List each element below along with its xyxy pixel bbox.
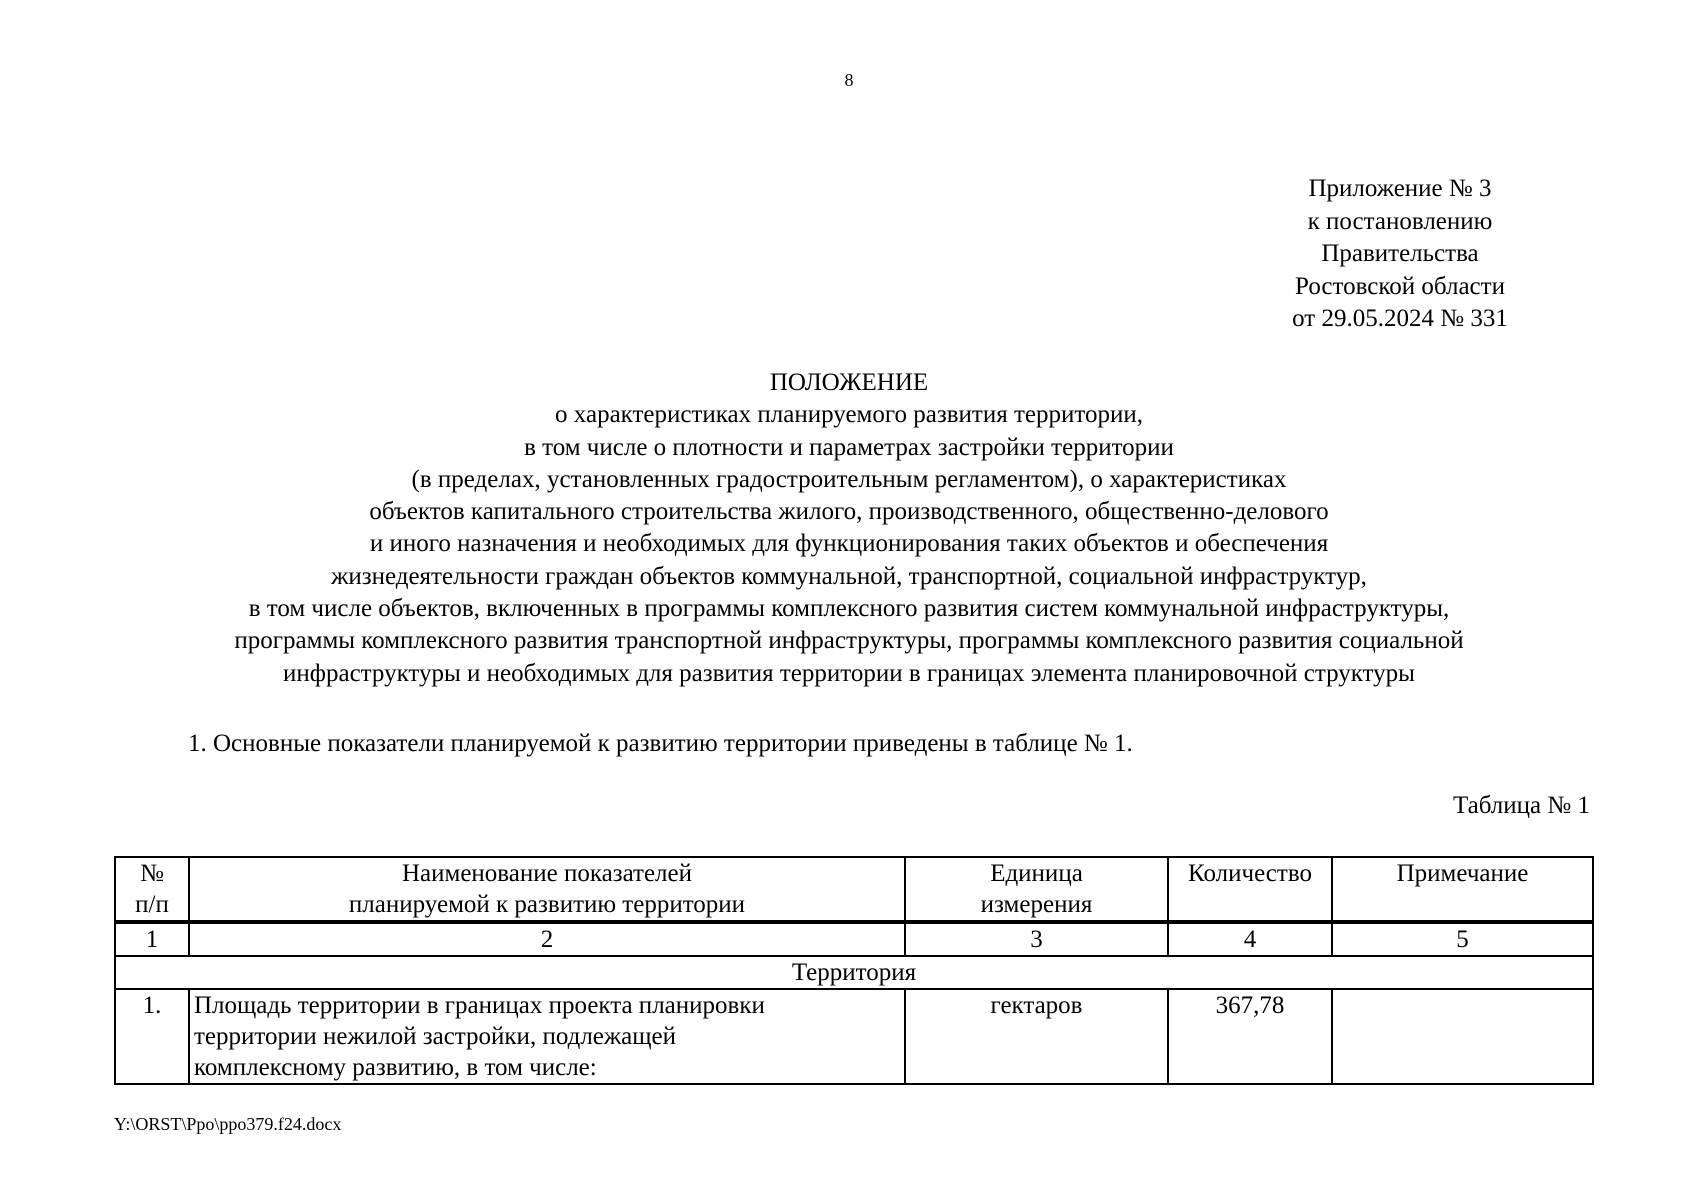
title-line: объектов капитального строительства жилого, производственного, общественно-делового xyxy=(369,498,1329,526)
column-number: 5 xyxy=(1332,923,1593,956)
page-number: 8 xyxy=(844,70,854,90)
appendix-line: Ростовской области xyxy=(1295,272,1505,300)
table-row xyxy=(115,989,1593,1084)
section-row xyxy=(115,956,1593,989)
column-number: 2 xyxy=(189,923,905,956)
column-number: 4 xyxy=(1168,923,1332,956)
column-number: 1 xyxy=(115,923,189,956)
header-unit-cell: Единица измерения xyxy=(905,857,1168,921)
header-name-cell: Наименование показателей планируемой к развитию территории xyxy=(189,857,905,921)
title-line: в том числе объектов, включенных в программы комплексного развития систем коммунальной инфраструктуры, xyxy=(248,595,1450,623)
document-title xyxy=(100,367,1598,690)
appendix-line: к постановлению xyxy=(1307,207,1493,235)
title-line: жизнедеятельности граждан объектов коммунальной, транспортной, социальной инфраструктур, xyxy=(331,562,1367,590)
header-qty-cell: Количество xyxy=(1168,857,1332,921)
footer-file-path: Y:\ORST\Ppo\ppo379.f24.docx xyxy=(114,1114,342,1134)
row-num: 1. xyxy=(115,989,189,1084)
paragraph-1: 1. Основные показатели планируемой к развитию территории приведены в таблице № 1. xyxy=(188,730,1133,757)
title-line: о характеристиках планируемого развития территории, xyxy=(555,401,1143,429)
title-heading: ПОЛОЖЕНИЕ xyxy=(769,369,929,396)
column-number-row xyxy=(115,923,1593,956)
table-header xyxy=(114,856,1594,922)
column-number: 3 xyxy=(905,923,1168,956)
row-name: Площадь территории в границах проекта планировки территории нежилой застройки, подлежащей комплексному развитию, в том числе: xyxy=(189,989,905,1084)
section-title: Территория xyxy=(115,956,1593,989)
appendix-line: Правительства xyxy=(1321,240,1479,267)
title-line: программы комплексного развития транспортной инфраструктуры, программы комплексного развития социальной xyxy=(234,627,1464,655)
header-note-cell: Примечание xyxy=(1332,857,1593,921)
appendix-line: Приложение № 3 xyxy=(1308,175,1492,202)
header-row xyxy=(115,857,1593,921)
table-body xyxy=(114,922,1594,1085)
title-line: инфраструктуры и необходимых для развития территории в границах элемента планировочной структуры xyxy=(283,659,1415,687)
title-line: (в пределах, установленных градостроительным регламентом), о характеристиках xyxy=(411,465,1287,493)
title-line: в том числе о плотности и параметрах застройки территории xyxy=(524,433,1174,461)
title-line: и иного назначения и необходимых для функционирования таких объектов и обеспечения xyxy=(369,530,1329,558)
row-qty: 367,78 xyxy=(1168,989,1332,1084)
appendix-block xyxy=(1240,173,1560,336)
row-note xyxy=(1332,989,1593,1084)
row-unit: гектаров xyxy=(905,989,1168,1084)
table-label: Таблица № 1 xyxy=(1452,792,1590,819)
header-num-cell: № п/п xyxy=(115,857,189,921)
appendix-line: от 29.05.2024 № 331 xyxy=(1292,305,1508,332)
